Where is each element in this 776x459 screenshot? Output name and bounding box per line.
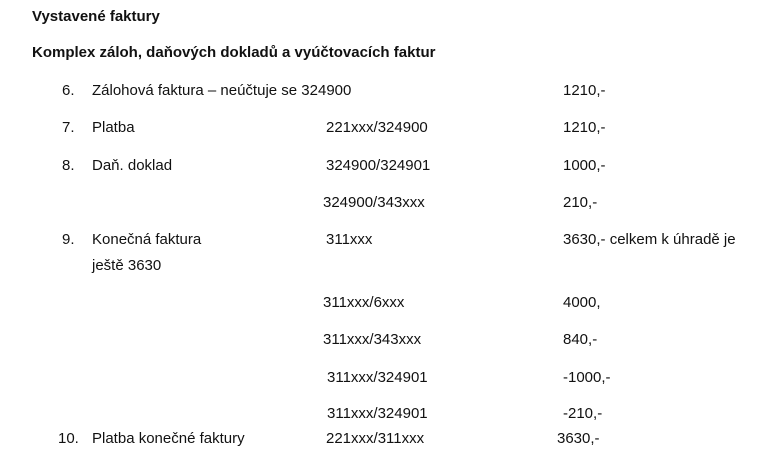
page-title: Vystavené faktury [32,8,160,25]
row-account: 311xxx/324901 [327,369,428,386]
row-number: 8. [62,157,75,174]
row-amount: 840,- [563,331,598,348]
row-description: Konečná faktura [92,231,202,248]
row-amount: -1000,- [563,369,611,386]
row-account: 311xxx/343xxx [323,331,422,348]
row-amount: 3630,- [557,430,600,447]
row-account: 324900/343xxx [323,194,425,211]
row-amount: 1210,- [563,119,606,136]
row-account: 221xxx/324900 [326,119,428,136]
row-amount: 1210,- [563,82,606,99]
row-amount: 4000, [563,294,601,311]
row-description: Zálohová faktura – neúčtuje se 324900 [92,82,352,99]
row-amount: 3630,- celkem k úhradě je [563,231,736,248]
row-number: 9. [62,231,75,248]
row-number: 6. [62,82,75,99]
row-number: 10. [58,430,79,447]
row-number: 7. [62,119,75,136]
section-subtitle: Komplex záloh, daňových dokladů a vyúčtovacích faktur [32,44,436,61]
row-amount: -210,- [563,405,603,422]
row-description: Daň. doklad [92,157,173,174]
row-description-continuation: ještě 3630 [92,257,162,274]
row-account: 311xxx/6xxx [323,294,405,311]
row-description: Platba konečné faktury [92,430,245,447]
row-amount: 1000,- [563,157,606,174]
row-account: 311xxx/324901 [327,405,428,422]
row-account: 221xxx/311xxx [326,430,425,447]
row-account: 311xxx [326,231,373,248]
row-description: Platba [92,119,135,136]
row-account: 324900/324901 [326,157,431,174]
row-amount: 210,- [563,194,598,211]
